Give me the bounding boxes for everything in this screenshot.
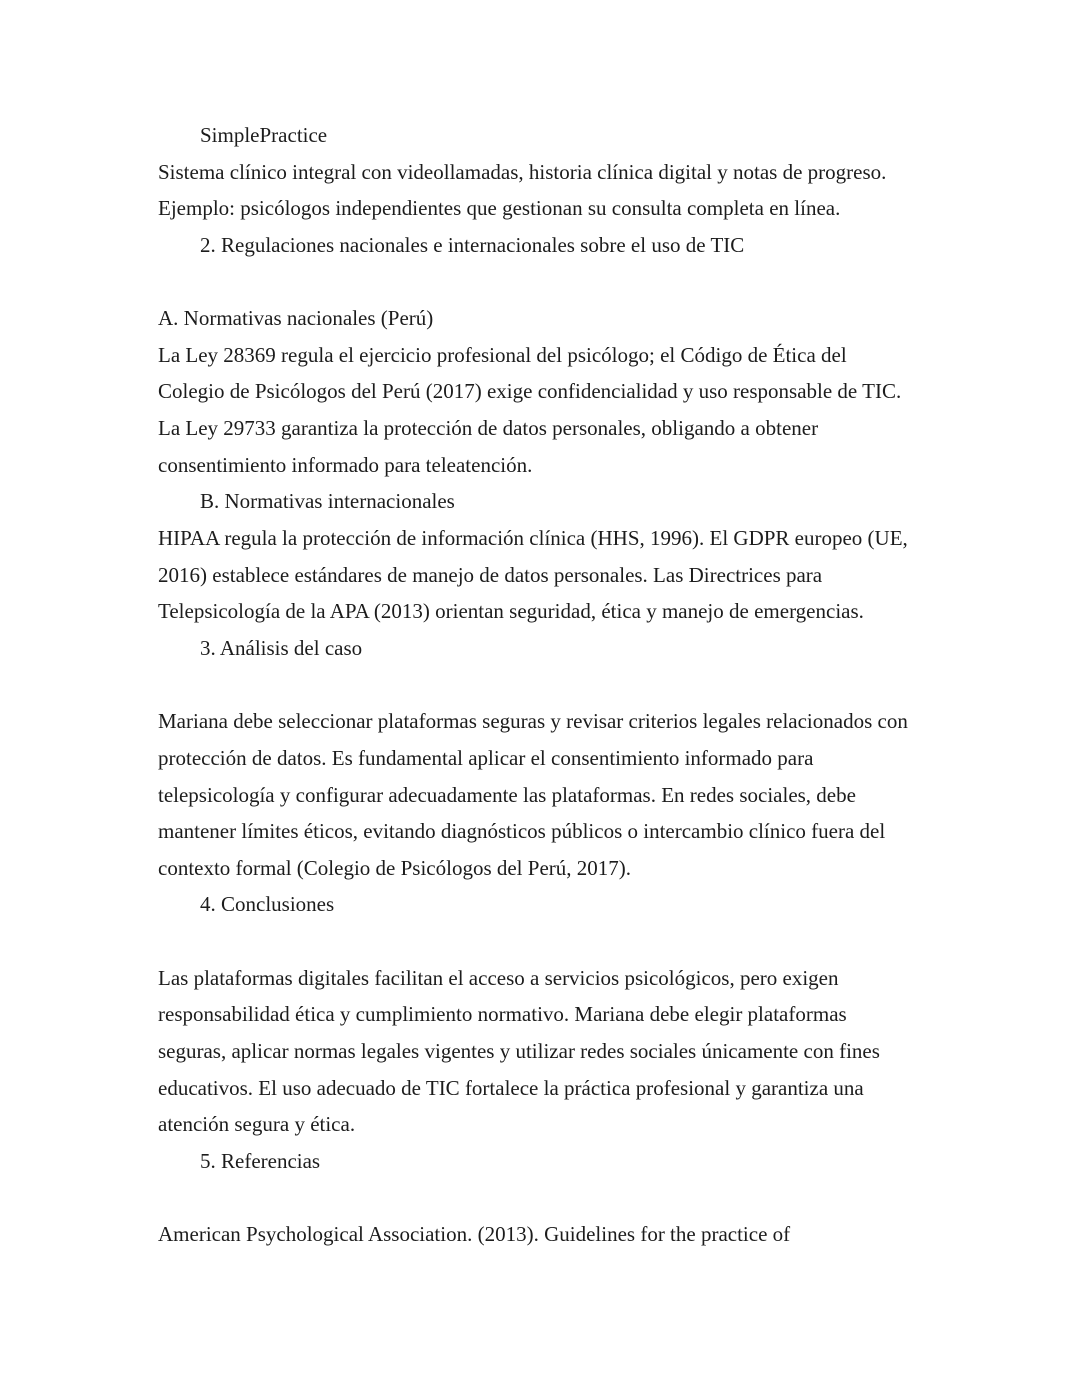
document-line: contexto formal (Colegio de Psicólogos del Perú, 2017).: [158, 855, 632, 880]
document-line: 3. Análisis del caso: [200, 635, 363, 660]
blank-line: [158, 1180, 924, 1217]
blank-line: [158, 667, 924, 704]
document-line: 2. Regulaciones nacionales e internacionales sobre el uso de TIC: [200, 232, 745, 257]
document-line: seguras, aplicar normas legales vigentes y utilizar redes sociales únicamente con fines: [158, 1039, 880, 1064]
blank-line: [158, 264, 924, 301]
document-line: La Ley 28369 regula el ejercicio profesional del psicólogo; el Código de Ética del: [158, 342, 847, 367]
document-line: La Ley 29733 garantiza la protección de datos personales, obligando a obtener: [158, 416, 819, 441]
document-line: Mariana debe seleccionar plataformas seguras y revisar criterios legales relacionados con: [158, 709, 908, 734]
document-line: American Psychological Association. (2013). Guidelines for the practice of: [158, 1222, 791, 1247]
document-line: Ejemplo: psicólogos independientes que gestionan su consulta completa en línea.: [158, 196, 841, 221]
document-line: 2016) establece estándares de manejo de datos personales. Las Directrices para: [158, 562, 823, 587]
document-line: telepsicología y configurar adecuadamente las plataformas. En redes sociales, debe: [158, 782, 856, 807]
blank-line: [158, 923, 924, 960]
document-line: Colegio de Psicólogos del Perú (2017) exige confidencialidad y uso responsable de TIC.: [158, 379, 902, 404]
document-line: responsabilidad ética y cumplimiento normativo. Mariana debe elegir plataformas: [158, 1002, 847, 1027]
document-line: B. Normativas internacionales: [200, 489, 455, 514]
document-line: consentimiento informado para teleatención.: [158, 452, 533, 477]
document-line: protección de datos. Es fundamental aplicar el consentimiento informado para: [158, 745, 814, 770]
document-line: A. Normativas nacionales (Perú): [158, 306, 434, 331]
document-line: educativos. El uso adecuado de TIC fortalece la práctica profesional y garantiza una: [158, 1075, 864, 1100]
document-line: atención segura y ética.: [158, 1112, 356, 1137]
document-line: 4. Conclusiones: [200, 892, 335, 917]
document-line: HIPAA regula la protección de información clínica (HHS, 1996). El GDPR europeo (UE,: [158, 526, 908, 551]
document-line: Telepsicología de la APA (2013) orientan seguridad, ética y manejo de emergencias.: [158, 599, 864, 624]
document-body: [158, 117, 924, 1253]
document-line: mantener límites éticos, evitando diagnósticos públicos o intercambio clínico fuera del: [158, 819, 886, 844]
document-line: SimplePractice: [200, 123, 328, 147]
document-line: Las plataformas digitales facilitan el acceso a servicios psicológicos, pero exigen: [158, 965, 839, 990]
document-line: 5. Referencias: [200, 1148, 321, 1173]
document-line: Sistema clínico integral con videollamadas, historia clínica digital y notas de progreso.: [158, 159, 887, 184]
